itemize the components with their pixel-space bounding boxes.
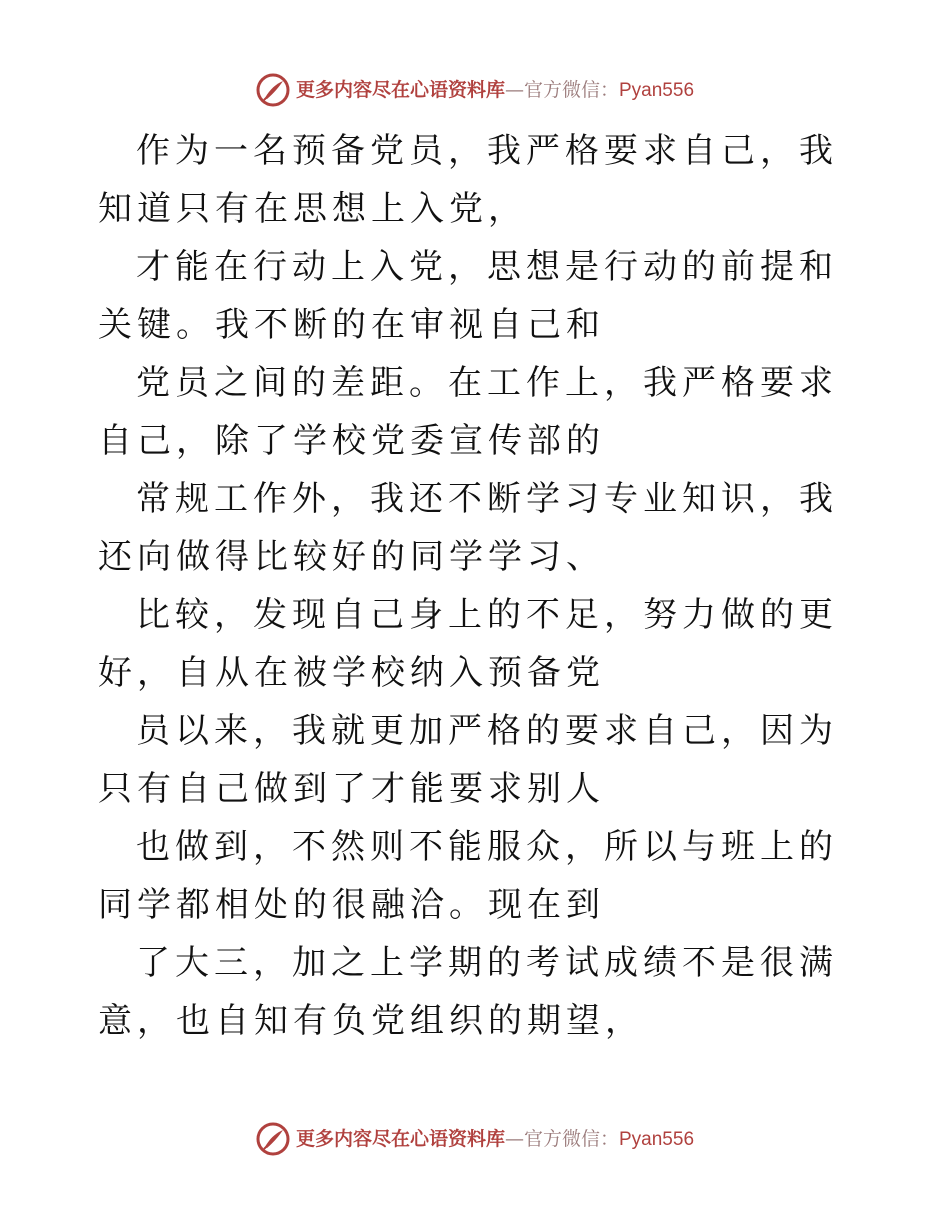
header-wechat-label: —官方微信：: [504, 78, 619, 101]
header-wechat-handle: Pyan556: [619, 79, 695, 101]
paragraph: 作为一名预备党员，我严格要求自己，我知道只有在思想上入党，: [98, 131, 838, 229]
footer-wechat-label: —官方微信：: [504, 1127, 619, 1150]
paragraph: 也做到，不然则不能服众，所以与班上的同学都相处的很融洽。现在到: [98, 827, 838, 925]
paragraph: 比较，发现自己身上的不足，努力做的更好，自从在被学校纳入预备党: [98, 595, 838, 693]
paragraph: 员以来，我就更加严格的要求自己，因为只有自己做到了才能要求别人: [98, 711, 838, 809]
header-text: 更多内容尽在心语资料库: [295, 78, 505, 101]
footer-banner: [0, 1121, 950, 1157]
quill-logo-icon: [256, 73, 290, 107]
paragraph: 了大三，加之上学期的考试成绩不是很满意，也自知有负党组织的期望，: [98, 943, 838, 1041]
paragraph: 党员之间的差距。在工作上，我严格要求自己，除了学校党委宣传部的: [98, 363, 838, 461]
footer-wechat-handle: Pyan556: [619, 1128, 695, 1150]
paragraph: 常规工作外，我还不断学习专业知识，我还向做得比较好的同学学习、: [98, 479, 838, 577]
quill-logo-icon: [256, 1122, 290, 1156]
paragraph: 才能在行动上入党，思想是行动的前提和关键。我不断的在审视自己和: [98, 247, 838, 345]
header-banner: [0, 72, 950, 108]
document-body: [98, 122, 858, 1050]
footer-text: 更多内容尽在心语资料库: [295, 1127, 505, 1150]
